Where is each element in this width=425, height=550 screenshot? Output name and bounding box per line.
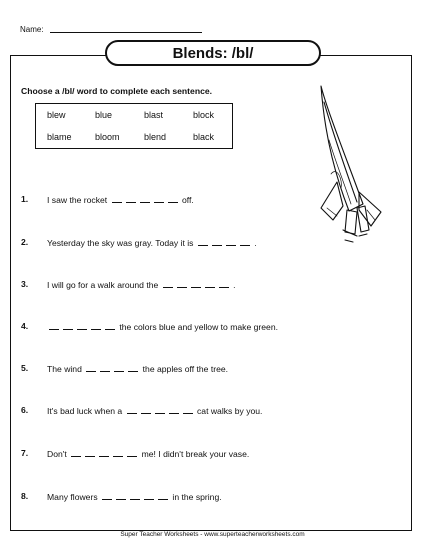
- answer-blank[interactable]: [105, 321, 115, 330]
- instruction-text: Choose a /bl/ word to complete each sentence.: [21, 86, 213, 96]
- answer-blank[interactable]: [49, 321, 59, 330]
- answer-blank[interactable]: [140, 194, 150, 203]
- answer-blank[interactable]: [163, 279, 173, 288]
- answer-blank[interactable]: [112, 194, 122, 203]
- question-row: 6. It's bad luck when a cat walks by you.: [21, 405, 263, 416]
- answer-blank[interactable]: [177, 279, 187, 288]
- answer-blank[interactable]: [126, 194, 136, 203]
- rocket-icon: [297, 80, 397, 252]
- footer-text: Super Teacher Worksheets - www.superteacherworksheets.com: [120, 531, 305, 538]
- answer-blank[interactable]: [86, 363, 96, 372]
- answer-blank[interactable]: [198, 237, 208, 246]
- answer-blank[interactable]: [85, 448, 95, 457]
- answer-blank[interactable]: [130, 491, 140, 500]
- question-row: 5. The wind the apples off the tree.: [21, 363, 229, 374]
- word-bank-item: blend: [144, 132, 167, 142]
- answer-blank[interactable]: [183, 405, 193, 414]
- name-line[interactable]: [50, 32, 202, 33]
- answer-blank[interactable]: [116, 491, 126, 500]
- answer-blank[interactable]: [141, 405, 151, 414]
- answer-blank[interactable]: [77, 321, 87, 330]
- answer-blank[interactable]: [168, 194, 178, 203]
- word-bank-item: black: [193, 132, 215, 142]
- answer-blank[interactable]: [155, 405, 165, 414]
- question-row: 2. Yesterday the sky was gray. Today it is .: [21, 237, 257, 248]
- answer-blank[interactable]: [191, 279, 201, 288]
- answer-blank[interactable]: [226, 237, 236, 246]
- word-bank-item: bloom: [95, 132, 120, 142]
- answer-blank[interactable]: [114, 363, 124, 372]
- word-bank-item: blast: [144, 110, 164, 120]
- answer-blank[interactable]: [100, 363, 110, 372]
- answer-blank[interactable]: [144, 491, 154, 500]
- answer-blank[interactable]: [128, 363, 138, 372]
- answer-blank[interactable]: [71, 448, 81, 457]
- answer-blank[interactable]: [102, 491, 112, 500]
- word-bank-item: blue: [95, 110, 113, 120]
- answer-blank[interactable]: [205, 279, 215, 288]
- word-bank: [35, 103, 233, 149]
- question-row: 4. the colors blue and yellow to make green.: [21, 321, 278, 332]
- answer-blank[interactable]: [113, 448, 123, 457]
- answer-blank[interactable]: [154, 194, 164, 203]
- word-bank-item: blame: [47, 132, 72, 142]
- answer-blank[interactable]: [91, 321, 101, 330]
- question-row: 7. Don't me! I didn't break your vase.: [21, 448, 250, 459]
- question-row: 1. I saw the rocket off.: [21, 194, 194, 205]
- question-row: 8. Many flowers in the spring.: [21, 491, 222, 502]
- word-bank-item: blew: [47, 110, 66, 120]
- question-row: 3. I will go for a walk around the .: [21, 279, 236, 290]
- answer-blank[interactable]: [212, 237, 222, 246]
- answer-blank[interactable]: [219, 279, 229, 288]
- page-title: Blends: /bl/: [105, 40, 321, 66]
- answer-blank[interactable]: [240, 237, 250, 246]
- answer-blank[interactable]: [99, 448, 109, 457]
- word-bank-item: block: [193, 110, 215, 120]
- answer-blank[interactable]: [169, 405, 179, 414]
- answer-blank[interactable]: [127, 405, 137, 414]
- answer-blank[interactable]: [63, 321, 73, 330]
- name-label: Name:: [20, 25, 44, 34]
- answer-blank[interactable]: [158, 491, 168, 500]
- answer-blank[interactable]: [127, 448, 137, 457]
